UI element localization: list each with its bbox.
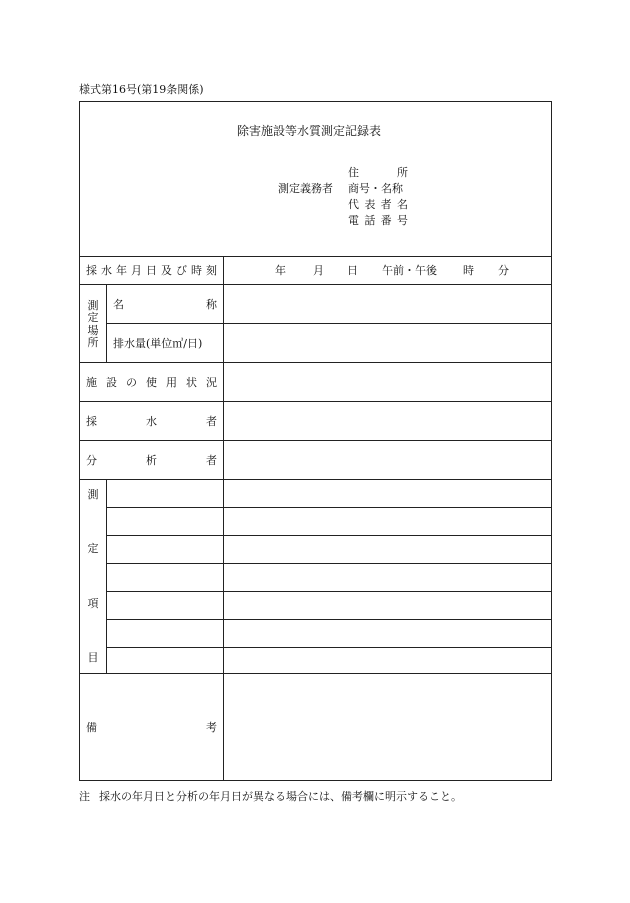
label-char: 号	[396, 214, 408, 227]
label-char: 所	[397, 166, 408, 179]
label-char: 表	[364, 198, 376, 211]
obligor-label: 測定義務者	[278, 182, 333, 195]
label-char: 住	[348, 166, 359, 179]
measurement-item-row-6[interactable]	[107, 620, 551, 647]
label-char: 設	[106, 376, 117, 389]
label-char: び	[176, 264, 187, 277]
label-char: 採	[86, 415, 97, 428]
measurement-item-row-5[interactable]	[107, 592, 551, 619]
label-char: 目	[87, 650, 99, 664]
label-char: 備	[86, 721, 97, 734]
year-unit: 年	[275, 264, 286, 277]
label-char: 及	[161, 264, 172, 277]
label-char: 代	[348, 198, 359, 211]
representative-label	[348, 199, 408, 210]
label-char: 考	[206, 721, 217, 734]
label-char: 話	[364, 214, 376, 227]
label-char: 年	[116, 264, 127, 277]
label-char: 定	[87, 311, 99, 325]
measurement-items-label	[86, 489, 100, 663]
facility-usage-label	[86, 377, 217, 388]
analyst-field[interactable]	[224, 441, 551, 479]
hour-unit: 時	[463, 264, 474, 277]
label-char: 使	[146, 376, 157, 389]
record-form-frame	[79, 101, 552, 781]
sampler-field[interactable]	[224, 402, 551, 440]
label-char: 状	[186, 376, 197, 389]
label-char: 項	[87, 596, 99, 610]
label-char: 者	[380, 198, 392, 211]
discharge-volume-label: 排水量(単位㎥/日)	[113, 337, 203, 350]
sampler-label	[86, 416, 217, 427]
analyst-label	[86, 455, 217, 466]
obligor-info-field[interactable]	[420, 162, 540, 232]
facility-usage-field[interactable]	[224, 363, 551, 401]
sampling-datetime-label	[86, 265, 217, 276]
ampm-selector[interactable]: 午前・午後	[382, 264, 437, 277]
measurement-item-row-2[interactable]	[107, 508, 551, 535]
label-char: 名	[113, 298, 124, 311]
label-char: 者	[206, 415, 217, 428]
label-char: 採	[86, 264, 97, 277]
footnote-text: 採水の年月日と分析の年月日が異なる場合には、備考欄に明示すること。	[99, 790, 462, 803]
label-char: 測	[87, 488, 99, 501]
sampling-datetime-field[interactable]	[224, 257, 551, 284]
trade-name-label: 商号・名称	[348, 182, 403, 195]
label-char: 日	[146, 264, 157, 277]
remarks-field[interactable]	[224, 674, 551, 780]
label-char: 況	[206, 376, 217, 389]
measurement-item-row-1[interactable]	[107, 480, 551, 507]
label-char: 分	[86, 454, 97, 467]
label-char: 所	[87, 335, 99, 349]
label-char: 名	[396, 198, 408, 211]
form-number: 様式第16号(第19条関係)	[79, 83, 204, 96]
label-char: 用	[166, 376, 177, 389]
label-char: 場	[87, 323, 99, 337]
discharge-volume-field[interactable]	[224, 324, 551, 362]
minute-unit: 分	[498, 264, 509, 277]
label-char: 番	[380, 214, 392, 227]
label-char: 析	[146, 454, 157, 467]
label-char: 測	[87, 299, 99, 312]
footnote-prefix: 注	[79, 790, 90, 803]
label-char: 水	[146, 415, 157, 428]
label-char: 時	[191, 264, 202, 277]
month-unit: 月	[313, 264, 324, 277]
label-char: 称	[206, 298, 217, 311]
measurement-item-row-7[interactable]	[107, 648, 551, 673]
label-char: 電	[348, 214, 359, 227]
label-char: 定	[87, 542, 99, 556]
site-group-label	[86, 300, 100, 348]
site-name-field[interactable]	[224, 285, 551, 323]
measurement-item-row-4[interactable]	[107, 564, 551, 591]
remarks-label	[86, 722, 217, 733]
phone-label	[348, 215, 408, 226]
label-char: の	[126, 376, 137, 389]
form-title: 除害施設等水質測定記録表	[237, 124, 382, 138]
label-char: 水	[101, 264, 112, 277]
footnote	[79, 788, 462, 804]
label-char: 者	[206, 454, 217, 467]
day-unit: 日	[347, 264, 358, 277]
measurement-item-row-3[interactable]	[107, 536, 551, 563]
site-name-label	[113, 299, 217, 310]
label-char: 月	[131, 264, 142, 277]
address-label	[348, 167, 408, 178]
label-char: 刻	[206, 264, 217, 277]
label-char: 施	[86, 376, 97, 389]
